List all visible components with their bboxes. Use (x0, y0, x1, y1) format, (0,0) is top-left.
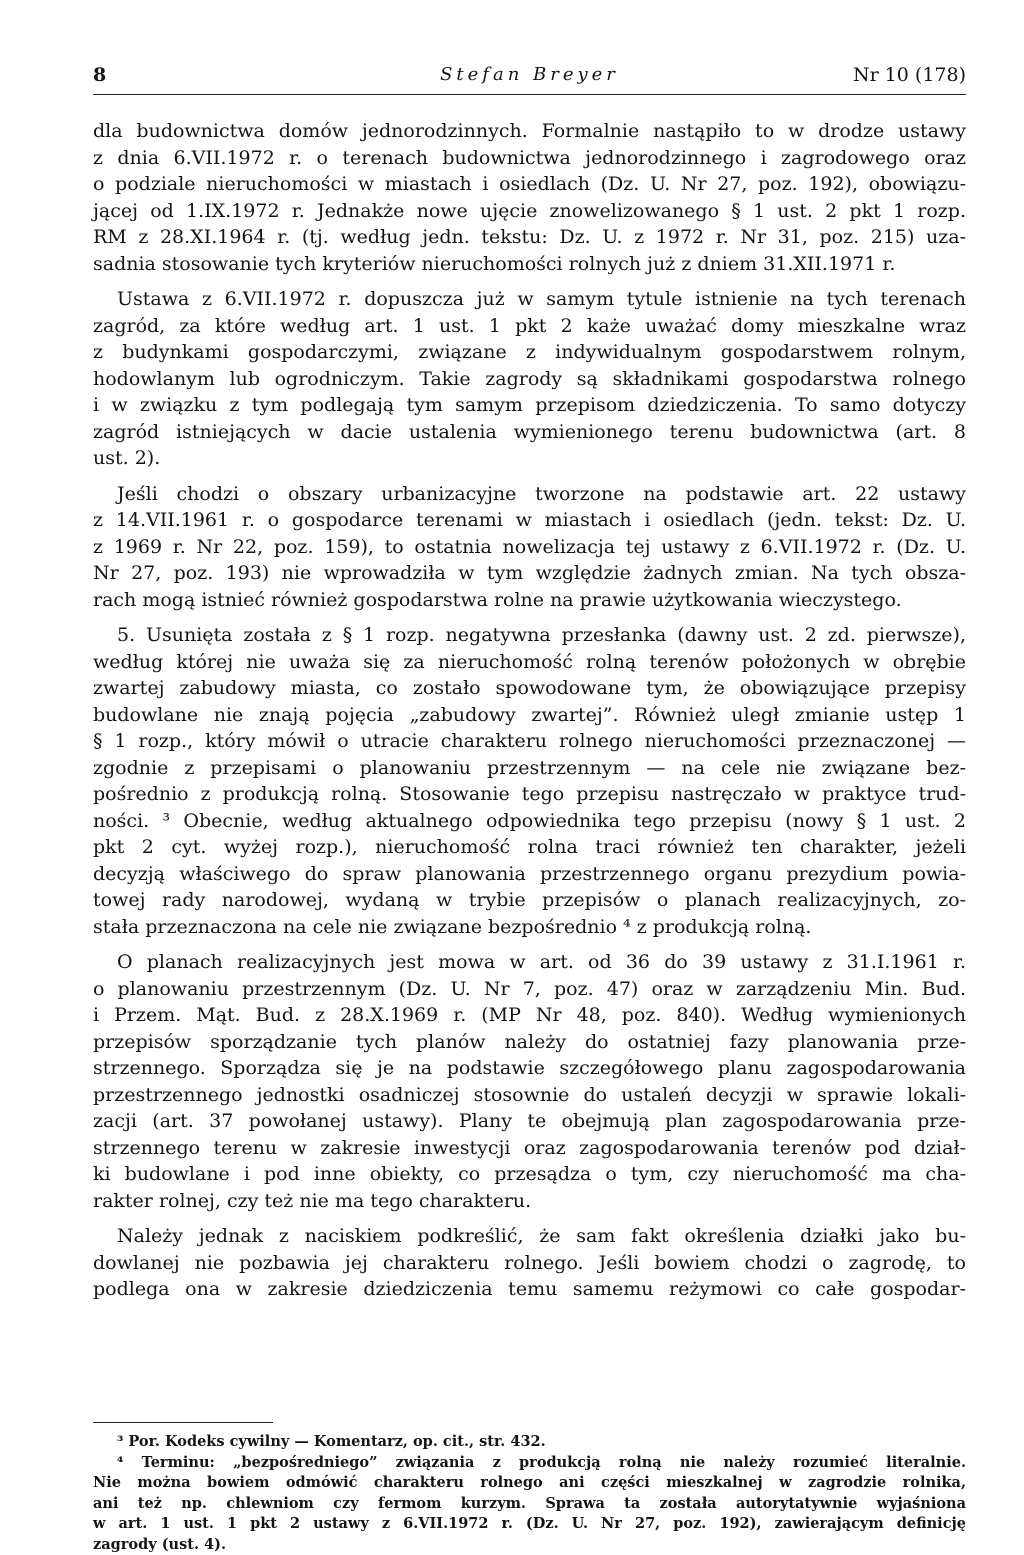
paragraph (93, 481, 966, 614)
footnotes (93, 1432, 966, 1555)
text-line: strzennego. Sporządza się je na podstawie szczegółowego planu zagospodarowania (93, 1055, 966, 1082)
text-line: z budynkami gospodarczymi, związane z indywidualnym gospodarstwem rolnym, (93, 339, 966, 366)
text-line: z 14.VII.1961 r. o gospodarce terenami w miastach i osiedlach (jedn. tekst: Dz. U. (93, 507, 966, 534)
text-line: Jeśli chodzi o obszary urbanizacyjne tworzone na podstawie art. 22 ustawy (93, 481, 966, 508)
text-line: 5. Usunięta została z § 1 rozp. negatywna przesłanka (dawny ust. 2 zd. pierwsze), (93, 622, 966, 649)
paragraph (93, 1223, 966, 1303)
footnote-line: zagrody (ust. 4). (93, 1535, 966, 1555)
text-line: dla budownictwa domów jednorodzinnych. Formalnie nastąpiło to w drodze ustawy (93, 118, 966, 145)
text-line: jącej od 1.IX.1972 r. Jednakże nowe ujęcie znowelizowanego § 1 ust. 2 pkt 1 rozp. (93, 198, 966, 225)
text-line: zacji (art. 37 powołanej ustawy). Plany te obejmują plan zagospodarowania prze- (93, 1108, 966, 1135)
footnote-rule (93, 1422, 273, 1423)
footnote-line: ⁴ Terminu: „bezpośredniego” związania z produkcją rolną nie należy rozumieć literalnie. (93, 1453, 966, 1474)
text-line: sadnia stosowanie tych kryteriów nieruchomości rolnych już z dniem 31.XII.1971 r. (93, 251, 966, 278)
body-text (93, 118, 966, 1312)
text-line: zwartej zabudowy miasta, co zostało spowodowane tym, że obowiązujące przepisy (93, 675, 966, 702)
text-line: zagród, za które według art. 1 ust. 1 pkt 2 każe uważać domy mieszkalne wraz (93, 313, 966, 340)
page-number: 8 (93, 64, 106, 86)
text-line: rakter rolnej, czy też nie ma tego charakteru. (93, 1188, 966, 1215)
footnote (93, 1453, 966, 1555)
text-line: decyzją właściwego do spraw planowania przestrzennego organu prezydium powia- (93, 861, 966, 888)
text-line: ust. 2). (93, 445, 966, 472)
footnote (93, 1432, 966, 1453)
text-line: O planach realizacyjnych jest mowa w art. od 36 do 39 ustawy z 31.I.1961 r. (93, 949, 966, 976)
text-line: przepisów sporządzanie tych planów należy do ostatniej fazy planowania prze- (93, 1029, 966, 1056)
text-line: dowlanej nie pozbawia jej charakteru rolnego. Jeśli bowiem chodzi o zagrodę, to (93, 1250, 966, 1277)
footnote-line: Nie można bowiem odmówić charakteru rolnego ani części mieszkalnej w zagrodzie rolnika, (93, 1473, 966, 1494)
text-line: stała przeznaczona na cele nie związane bezpośrednio ⁴ z produkcją rolną. (93, 914, 966, 941)
text-line: RM z 28.XI.1964 r. (tj. według jedn. tekstu: Dz. U. z 1972 r. Nr 31, poz. 215) uza- (93, 224, 966, 251)
text-line: Należy jednak z naciskiem podkreślić, że sam fakt określenia działki jako bu- (93, 1223, 966, 1250)
text-line: hodowlanym lub ogrodniczym. Takie zagrody są składnikami gospodarstwa rolnego (93, 366, 966, 393)
text-line: towej rady narodowej, wydaną w trybie przepisów o planach realizacyjnych, zo- (93, 887, 966, 914)
text-line: z 1969 r. Nr 22, poz. 159), to ostatnia nowelizacja tej ustawy z 6.VII.1972 r. (Dz. U. (93, 534, 966, 561)
footnote-line: ani też np. chlewniom czy fermom kurzym. Sprawa ta została autorytatywnie wyjaśniona (93, 1494, 966, 1515)
page-header (93, 62, 966, 92)
text-line: ności. ³ Obecnie, według aktualnego odpowiednika tego przepisu (nowy § 1 ust. 2 (93, 808, 966, 835)
text-line: zagród istniejących w dacie ustalenia wymienionego terenu budownictwa (art. 8 (93, 419, 966, 446)
paragraph (93, 949, 966, 1214)
footnote-line: w art. 1 ust. 1 pkt 2 ustawy z 6.VII.1972 r. (Dz. U. Nr 27, poz. 192), zawierającym definicję (93, 1514, 966, 1535)
text-line: budowlane nie znają pojęcia „zabudowy zwartej”. Również uległ zmianie ustęp 1 (93, 702, 966, 729)
running-title: Stefan Breyer (93, 64, 966, 85)
text-line: § 1 rozp., który mówił o utracie charakteru rolnego nieruchomości przeznaczonej — (93, 728, 966, 755)
text-line: o podziale nieruchomości w miastach i osiedlach (Dz. U. Nr 27, poz. 192), obowiązu- (93, 171, 966, 198)
text-line: Ustawa z 6.VII.1972 r. dopuszcza już w samym tytule istnienie na tych terenach (93, 286, 966, 313)
header-rule (93, 94, 966, 95)
text-line: według której nie uważa się za nieruchomość rolną terenów położonych w obrębie (93, 649, 966, 676)
paragraph (93, 118, 966, 277)
text-line: podlega ona w zakresie dziedziczenia temu samemu reżymowi co całe gospodar- (93, 1276, 966, 1303)
text-line: o planowaniu przestrzennym (Dz. U. Nr 7, poz. 47) oraz w zarządzeniu Min. Bud. (93, 976, 966, 1003)
footnote-line: ³ Por. Kodeks cywilny — Komentarz, op. cit., str. 432. (93, 1432, 966, 1453)
text-line: pkt 2 cyt. wyżej rozp.), nieruchomość rolna traci również ten charakter, jeżeli (93, 834, 966, 861)
issue-number: Nr 10 (178) (853, 64, 966, 86)
paragraph (93, 622, 966, 940)
text-line: i w związku z tym podlegają tym samym przepisom dziedziczenia. To samo dotyczy (93, 392, 966, 419)
text-line: zgodnie z przepisami o planowaniu przestrzennym — na cele nie związane bez- (93, 755, 966, 782)
paragraph (93, 286, 966, 472)
text-line: pośrednio z produkcją rolną. Stosowanie tego przepisu nastręczało w praktyce trud- (93, 781, 966, 808)
text-line: i Przem. Mąt. Bud. z 28.X.1969 r. (MP Nr 48, poz. 840). Według wymienionych (93, 1002, 966, 1029)
text-line: rach mogą istnieć również gospodarstwa rolne na prawie użytkowania wieczystego. (93, 587, 966, 614)
text-line: Nr 27, poz. 193) nie wprowadziła w tym względzie żadnych zmian. Na tych obsza- (93, 560, 966, 587)
text-line: z dnia 6.VII.1972 r. o terenach budownictwa jednorodzinnego i zagrodowego oraz (93, 145, 966, 172)
text-line: strzennego terenu w zakresie inwestycji oraz zagospodarowania terenów pod dział- (93, 1135, 966, 1162)
text-line: ki budowlane i pod inne obiekty, co przesądza o tym, czy nieruchomość ma cha- (93, 1161, 966, 1188)
text-line: przestrzennego jednostki osadniczej stosownie do ustaleń decyzji w sprawie lokali- (93, 1082, 966, 1109)
